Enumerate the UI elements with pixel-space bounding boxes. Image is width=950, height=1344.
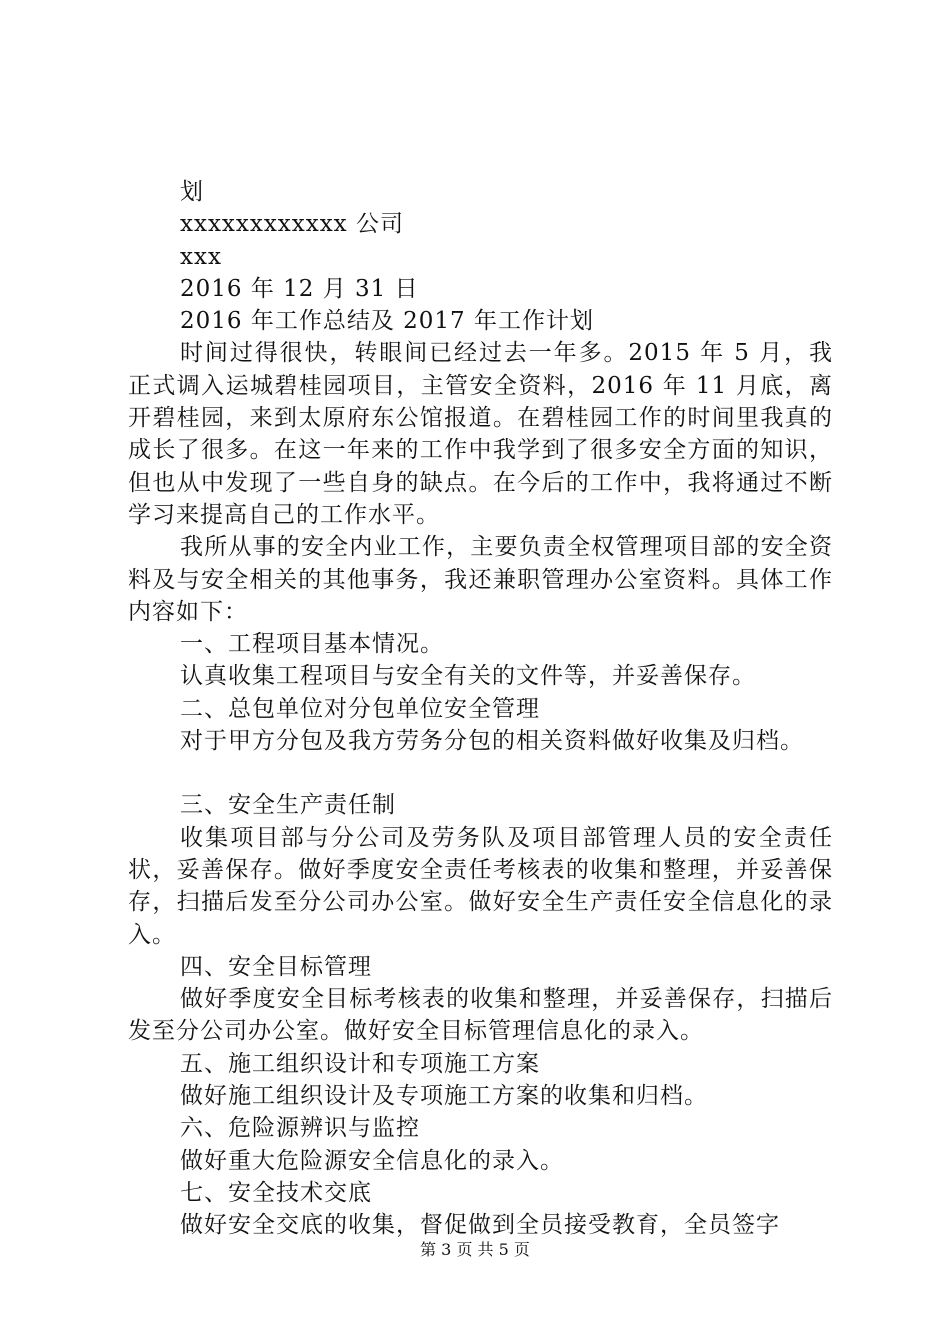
company-name: xxxxxxxxxxxx 公司 [180,211,404,238]
section-title-6: 六、危险源辨识与监控 [180,1115,420,1142]
author-name: xxx [180,243,222,270]
page-footer: 第 3 页 共 5 页 [420,1240,530,1259]
paragraph-intro: 时间过得很快，转眼间已经过去一年多。2015 年 5 月，我正式调入运城碧桂园项目，主管安全资料，2016 年 11 月底，离开碧桂园，来到太原府东公馆报道。在碧桂园工作的时间里我真的成长了很多。在这一年来的工作中我学到了很多安全方面的知识，但也从中发现了一些自身的缺点。在今后的工作中，我将通过不断学习来提高自己的工作水平。 [128,340,833,528]
section-text-7: 做好安全交底的收集，督促做到全员接受教育，全员签字 [180,1212,780,1239]
section-title-3: 三、安全生产责任制 [180,792,396,819]
section-text-6: 做好重大危险源安全信息化的录入。 [180,1147,564,1174]
blank-line [128,757,833,789]
document-body [128,176,833,1242]
section-title-5: 五、施工组织设计和专项施工方案 [180,1050,540,1077]
section-title-7: 七、安全技术交底 [180,1179,372,1206]
section-title-1: 一、工程项目基本情况。 [180,631,444,658]
header-line: 划 [180,179,204,205]
section-title-4: 四、安全目标管理 [180,953,372,980]
document-title: 2016 年工作总结及 2017 年工作计划 [180,308,594,335]
section-text-1: 认真收集工程项目与安全有关的文件等，并妥善保存。 [180,663,756,690]
document-date: 2016 年 12 月 31 日 [180,275,419,302]
section-text-4: 做好季度安全目标考核表的收集和整理，并妥善保存，扫描后发至分公司办公室。做好安全目标管理信息化的录入。 [128,986,833,1045]
section-text-3: 收集项目部与分公司及劳务队及项目部管理人员的安全责任状，妥善保存。做好季度安全责任考核表的收集和整理，并妥善保存，扫描后发至分公司办公室。做好安全生产责任安全信息化的录入。 [128,824,833,948]
section-title-2: 二、总包单位对分包单位安全管理 [180,695,540,722]
section-text-2: 对于甲方分包及我方劳务分包的相关资料做好收集及归档。 [180,728,804,755]
section-text-5: 做好施工组织设计及专项施工方案的收集和归档。 [180,1083,708,1110]
paragraph-scope: 我所从事的安全内业工作，主要负责全权管理项目部的安全资料及与安全相关的其他事务，我还兼职管理办公室资料。具体工作内容如下： [128,534,833,625]
